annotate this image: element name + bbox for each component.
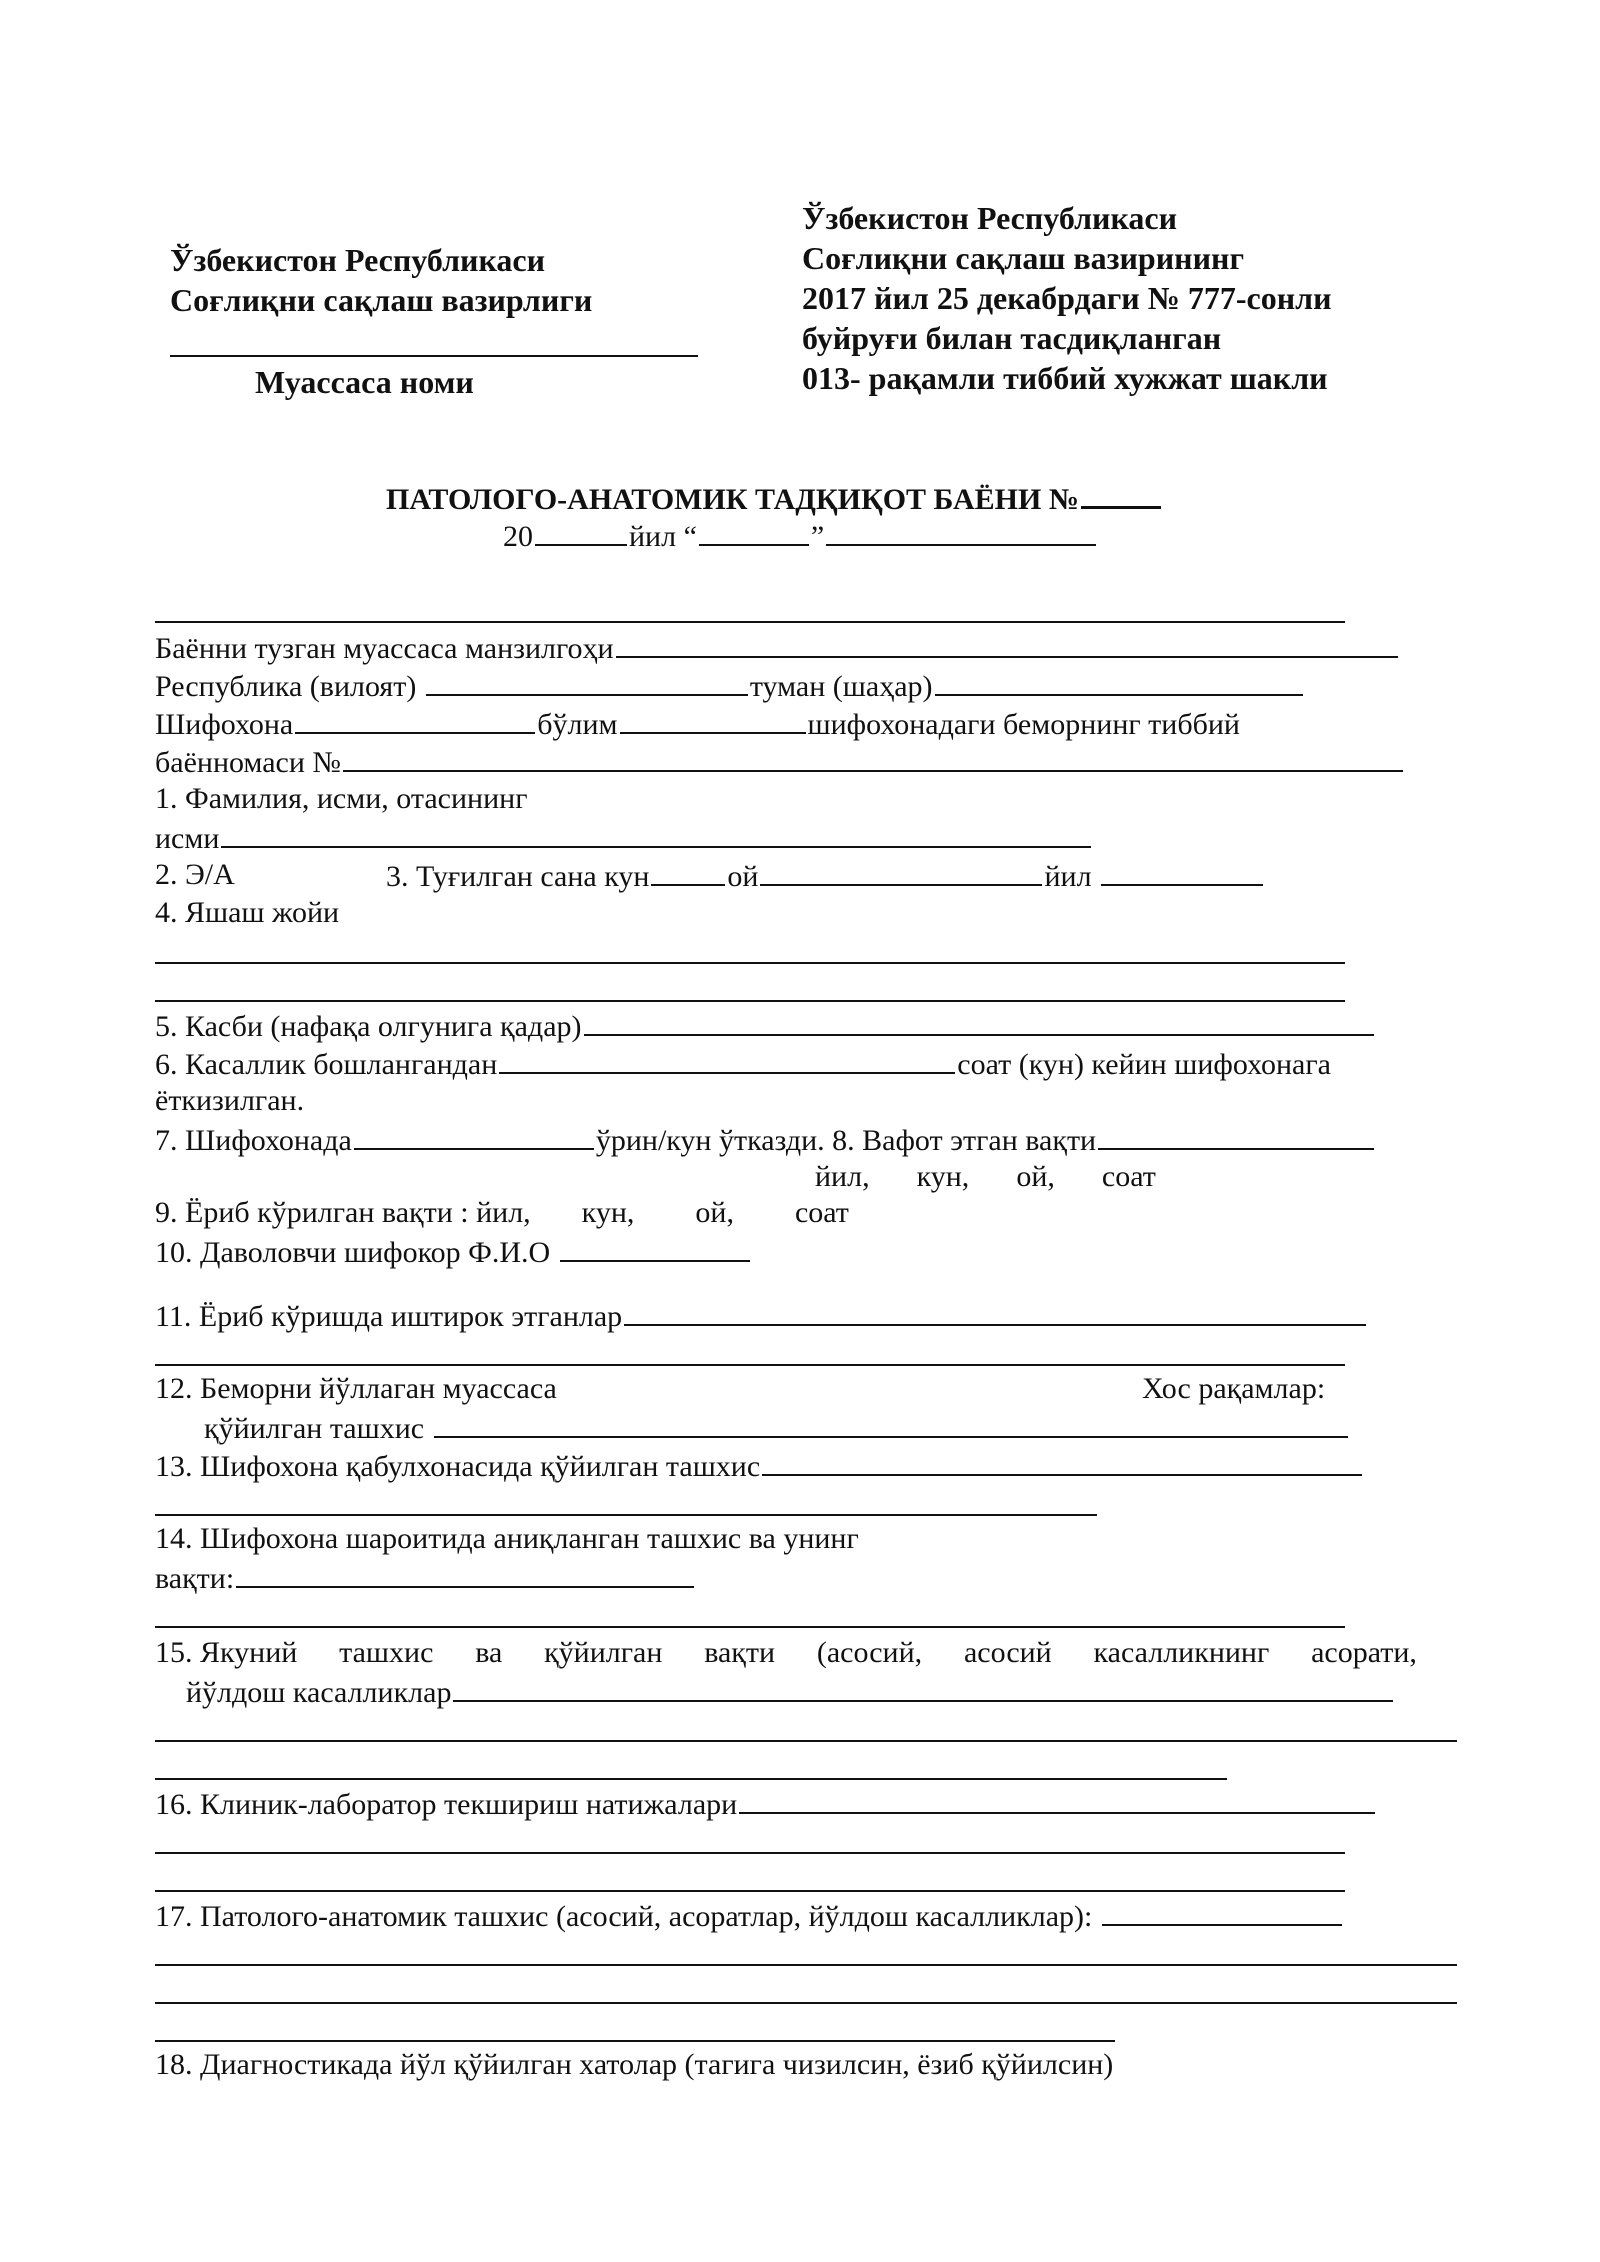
birth-day-label: 3. Туғилган сана кун (386, 860, 650, 893)
republic-field[interactable] (426, 666, 748, 696)
pathology-diagnosis-line-2[interactable] (155, 1964, 1457, 1966)
patient-record-label: шифохонадаги беморнинг тиббий (807, 708, 1240, 741)
header-right-line3: 2017 йил 25 декабрдаги № 777-сонли (802, 280, 1332, 316)
hospital-diagnosis-time-label: вақти: (155, 1562, 235, 1595)
death-time-units (815, 1158, 1156, 1196)
admission-diagnosis-label: 13. Шифохона қабулхонасида қўйилган ташхис (155, 1450, 761, 1483)
participants-line-2[interactable] (155, 1364, 1345, 1366)
onset-suffix: соат (кун) кейин шифохонага (957, 1048, 1331, 1081)
republic-label: Республика (вилоят) (155, 670, 424, 703)
autopsy-unit-hour: соат (794, 1196, 849, 1229)
date-year-field[interactable] (535, 516, 627, 546)
final-word-3: ва (475, 1636, 503, 1669)
physician-field[interactable] (560, 1232, 750, 1262)
field-18-label: 18. Диагностикада йўл қўйилган хатолар (тагига чизилсин, ёзиб қўйилсин) (155, 2048, 1114, 2081)
death-unit-year: йил, (815, 1160, 870, 1193)
death-time-field[interactable] (1098, 1120, 1374, 1150)
address-row (155, 628, 1400, 668)
occupation-field[interactable] (584, 1006, 1374, 1036)
field-15-row (186, 1672, 1395, 1712)
record-row (155, 742, 1405, 782)
lab-results-line-2[interactable] (155, 1852, 1345, 1854)
referral-diagnosis-label: қўйилган ташхис (204, 1412, 432, 1445)
death-time-label: ўрин/кун ўтказди. 8. Вафот этган вақти (595, 1124, 1097, 1157)
field-1-name-label: исми (155, 822, 220, 855)
date-month-field[interactable] (826, 516, 1096, 546)
final-diagnosis-line-3[interactable] (155, 1778, 1227, 1780)
pathology-diagnosis-line-4[interactable] (155, 2040, 1115, 2042)
institution-name-line[interactable] (170, 355, 698, 357)
district-field[interactable] (935, 666, 1303, 696)
birth-month-label: ой (727, 860, 759, 893)
address-field[interactable] (616, 628, 1398, 658)
field-16-row (155, 1784, 1377, 1824)
final-word-8: касалликнинг (1093, 1636, 1270, 1669)
bed-days-label: 7. Шифохонада (155, 1124, 352, 1157)
comorbidities-label: йўлдош касалликлар (186, 1676, 452, 1709)
field-7-row (155, 1120, 1376, 1160)
lab-results-label: 16. Клиник-лаборатор текшириш натижалари (155, 1788, 738, 1821)
admission-diagnosis-line-2[interactable] (155, 1514, 1097, 1516)
record-number-field[interactable] (343, 742, 1403, 772)
referral-diagnosis-field[interactable] (434, 1408, 1348, 1438)
birth-year-label: йил (1044, 860, 1100, 893)
header-right-line2: Соғлиқни сақлаш вазирининг (802, 240, 1244, 276)
birth-day-field[interactable] (651, 856, 725, 886)
field-6-continued: ёткизилган. (155, 1084, 305, 1117)
death-unit-month: ой, (1016, 1160, 1055, 1193)
full-name-field[interactable] (221, 818, 1091, 848)
final-word-6: (асосий, (816, 1636, 923, 1669)
header-left-line2: Соғлиқни сақлаш вазирлиги (170, 282, 593, 318)
field-3-row (386, 856, 1265, 896)
bed-days-field[interactable] (354, 1120, 594, 1150)
date-prefix: 20 (503, 520, 533, 553)
protocol-number-field[interactable] (1081, 478, 1161, 509)
autopsy-time-label: 9. Ёриб кўрилган вақти : йил, (155, 1196, 531, 1229)
header-right-line5: 013- рақамли тиббий хужжат шакли (802, 360, 1328, 396)
document-title-text: ПАТОЛОГО-АНАТОМИК ТАДҚИҚОТ БАЁНИ № (386, 483, 1079, 516)
death-unit-hour: соат (1101, 1160, 1156, 1193)
final-word-7: асосий (963, 1636, 1052, 1669)
pathology-diagnosis-line-3[interactable] (155, 2002, 1457, 2004)
blank-line-top[interactable] (155, 621, 1345, 623)
field-1-row (155, 818, 1093, 858)
district-label: туман (шаҳар) (749, 670, 933, 703)
autopsy-unit-month: ой, (695, 1196, 734, 1229)
hospital-label: Шифохона (155, 708, 294, 741)
date-close: ” (810, 520, 825, 553)
death-unit-day: кун, (916, 1160, 970, 1193)
field-5-row (155, 1006, 1376, 1046)
lab-results-line-3[interactable] (155, 1890, 1345, 1892)
birth-month-field[interactable] (760, 856, 1042, 886)
pathology-diagnosis-field[interactable] (1102, 1896, 1342, 1926)
field-15-label (155, 1634, 1417, 1672)
final-word-9: асорати, (1311, 1636, 1417, 1669)
department-field[interactable] (620, 704, 806, 734)
birth-year-field[interactable] (1101, 856, 1263, 886)
address-label: Баённи тузган муассаса манзилгоҳи (155, 632, 614, 665)
final-diagnosis-field[interactable] (453, 1672, 1393, 1702)
header-right-line1: Ўзбекистон Республикаси (802, 200, 1178, 236)
hospital-row (155, 704, 1240, 744)
residence-line-2[interactable] (155, 1000, 1345, 1002)
residence-line-1[interactable] (155, 962, 1345, 964)
field-17-row (155, 1896, 1344, 1936)
field-4-label: 4. Яшаш жойи (155, 896, 340, 929)
occupation-label: 5. Касби (нафақа олгунига қадар) (155, 1010, 582, 1043)
department-label: бўлим (537, 708, 618, 741)
field-14-row (155, 1558, 696, 1598)
document-title (386, 478, 1163, 519)
header-left-line1: Ўзбекистон Республикаси (170, 242, 546, 278)
field-12-row (204, 1408, 1350, 1448)
autopsy-unit-day: кун, (581, 1196, 635, 1229)
field-14-label: 14. Шифохона шароитида аниқланган ташхис ва унинг (155, 1522, 859, 1555)
lab-results-field[interactable] (739, 1784, 1375, 1814)
date-year-label: йил “ (629, 520, 697, 553)
physician-label: 10. Даволовчи шифокор Ф.И.О (155, 1236, 558, 1269)
field-1-label: 1. Фамилия, исми, отасининг (155, 782, 528, 815)
field-13-row (155, 1446, 1364, 1486)
admission-diagnosis-field[interactable] (762, 1446, 1362, 1476)
field-11-row (155, 1296, 1368, 1336)
onset-label: 6. Касаллик бошлангандан (155, 1048, 498, 1081)
final-word-1: 15. Якуний (155, 1636, 298, 1669)
field-10-row (155, 1232, 752, 1272)
final-word-5: вақти (704, 1636, 776, 1669)
final-word-4: қўйилган (544, 1636, 663, 1669)
institution-name-label: Муассаса номи (255, 364, 474, 400)
record-number-label: баённомаси № (155, 746, 342, 779)
hospital-diagnosis-time-field[interactable] (236, 1558, 694, 1588)
referring-institution-label: 12. Беморни йўллаган муассаса (155, 1372, 557, 1405)
header-right-line4: буйруғи билан тасдиқланган (802, 320, 1222, 356)
participants-label: 11. Ёриб кўришда иштирок этганлар (155, 1300, 623, 1333)
field-6-row (155, 1044, 1331, 1084)
date-day-field[interactable] (699, 516, 809, 546)
codes-label: Хос рақамлар: (1142, 1372, 1326, 1405)
participants-field[interactable] (624, 1296, 1366, 1326)
date-line (503, 516, 1098, 556)
hospital-field[interactable] (295, 704, 535, 734)
hospital-diagnosis-line-2[interactable] (155, 1626, 1345, 1628)
final-word-2: ташхис (339, 1636, 434, 1669)
pathology-diagnosis-label: 17. Патолого-анатомик ташхис (асосий, асоратлар, йўлдош касалликлар): (155, 1900, 1100, 1933)
onset-field[interactable] (499, 1044, 955, 1074)
region-row (155, 666, 1305, 706)
field-2-label: 2. Э/А (155, 858, 235, 891)
field-9-row (155, 1194, 849, 1232)
final-diagnosis-line-2[interactable] (155, 1740, 1457, 1742)
